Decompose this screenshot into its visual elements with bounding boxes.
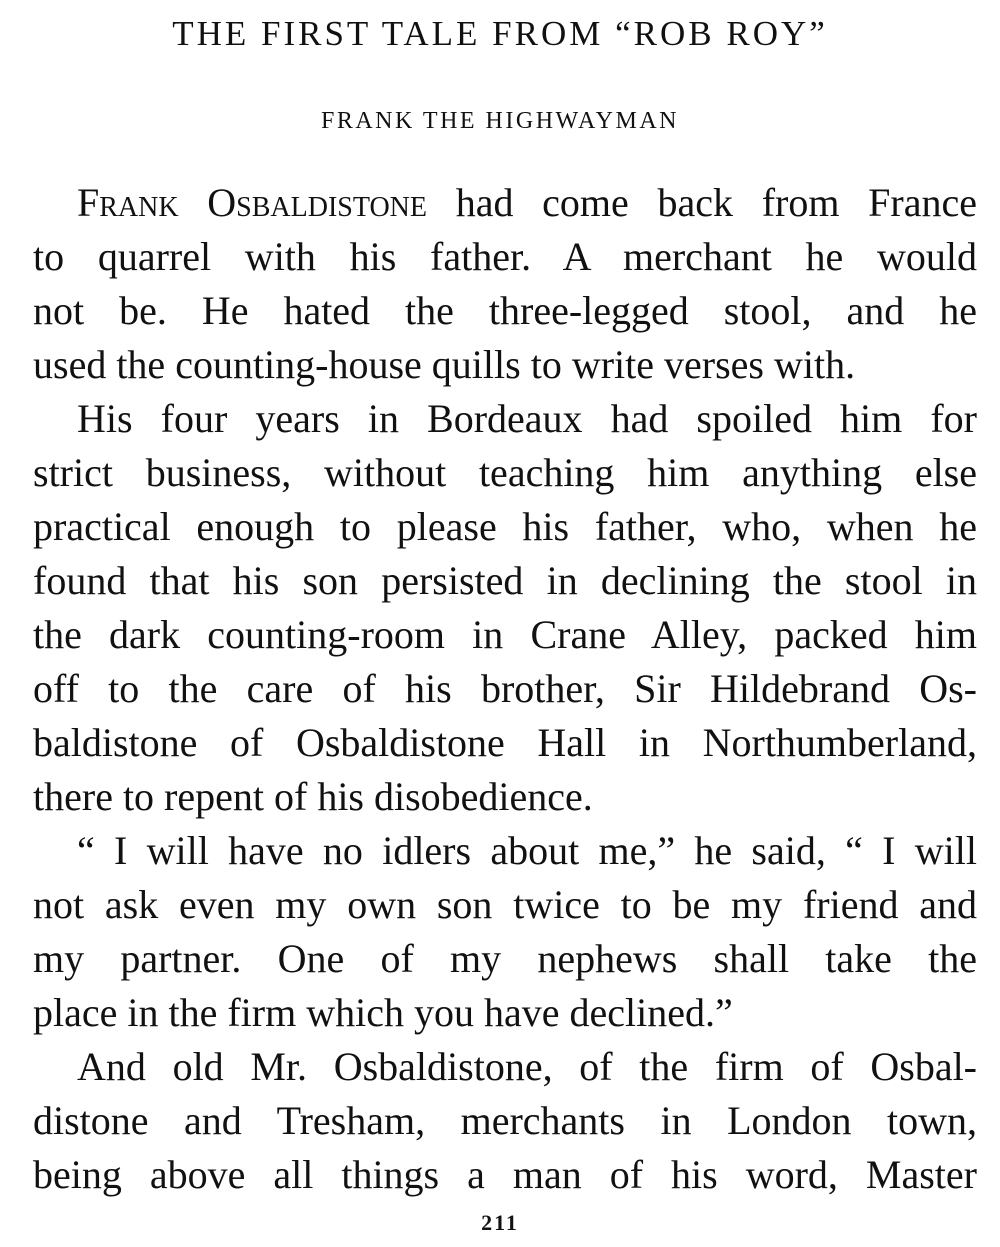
body-text (33, 176, 977, 1202)
text-line: not be. He hated the three-legged stool, and he (33, 288, 977, 333)
chapter-subtitle: FRANK THE HIGHWAYMAN (320, 108, 679, 134)
text-line-rest: had come back from France (427, 180, 977, 225)
text-line: strict business, without teaching him anything else (33, 450, 977, 495)
text-line: found that his son persisted in declining the stool in (33, 558, 977, 603)
text-line: distone and Tresham, merchants in London town, (33, 1098, 977, 1143)
text-line: And old Mr. Osbaldistone, of the firm of Osbal- (77, 1044, 977, 1089)
text-line: baldistone of Osbaldistone Hall in Northumberland, (33, 720, 977, 765)
text-line: the dark counting-room in Crane Alley, packed him (33, 612, 977, 657)
text-line: off to the care of his brother, Sir Hildebrand Os- (33, 666, 977, 711)
text-line: to quarrel with his father. A merchant he would (33, 234, 977, 279)
text-line: practical enough to please his father, who, when he (33, 504, 977, 549)
text-line: there to repent of his disobedience. (33, 774, 593, 819)
text-line: my partner. One of my nephews shall take the (33, 936, 977, 981)
text-line: used the counting-house quills to write verses with. (33, 342, 856, 387)
character-name: Frank Osbaldistone (77, 180, 428, 225)
chapter-title: THE FIRST TALE FROM “ROB ROY” (172, 14, 828, 53)
text-line (77, 176, 977, 230)
text-line: place in the firm which you have declined.” (33, 990, 733, 1035)
text-line: “ I will have no idlers about me,” he said, “ I will (77, 828, 977, 873)
page-number: 211 (481, 1210, 519, 1235)
text-line: being above all things a man of his word, Master (33, 1152, 977, 1197)
text-line: not ask even my own son twice to be my friend and (33, 882, 977, 927)
text-line: His four years in Bordeaux had spoiled him for (77, 396, 977, 441)
